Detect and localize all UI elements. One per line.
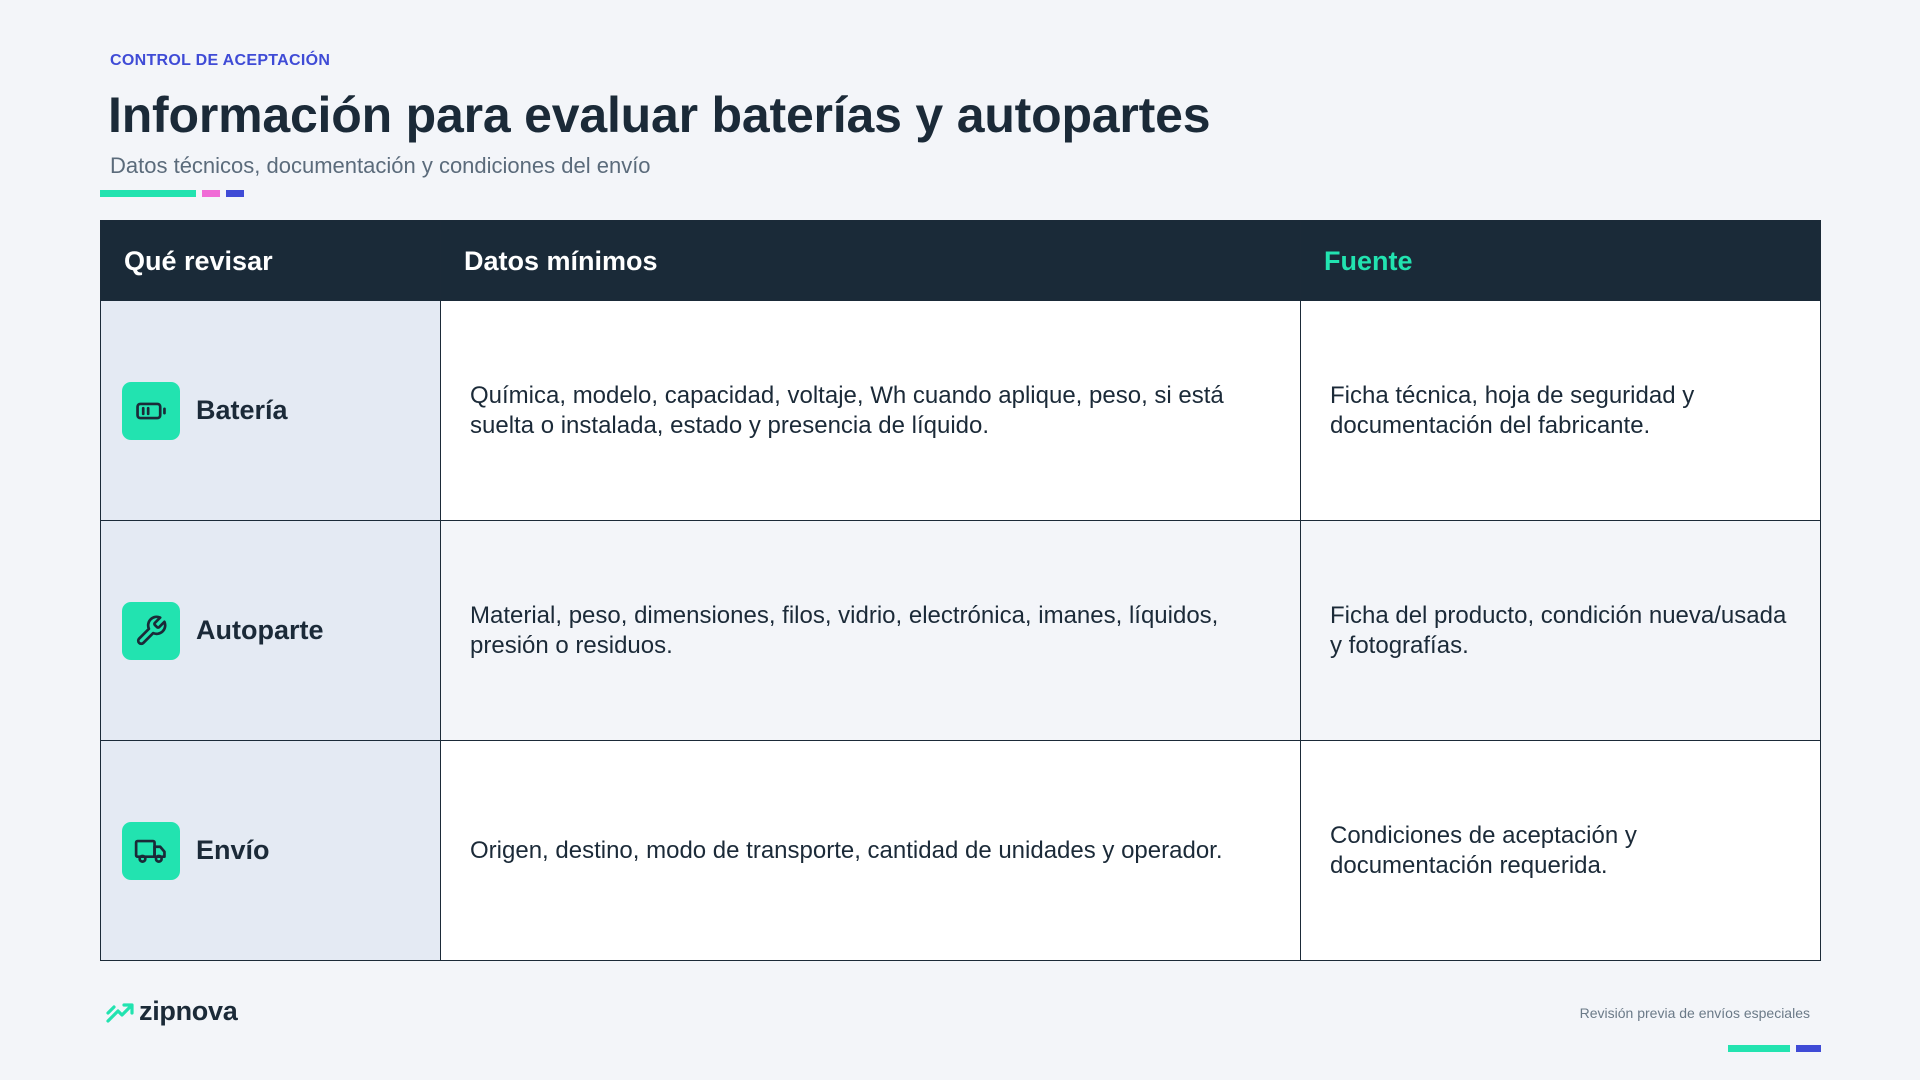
table-cell-data: Química, modelo, capacidad, voltaje, Wh cuando aplique, peso, si está suelta o instalada, estado y presencia de líquido. xyxy=(441,301,1301,521)
column-header-data: Datos mínimos xyxy=(441,221,1301,301)
table-row-item xyxy=(101,741,441,960)
logo-text: zipnova xyxy=(139,996,238,1026)
accent-bar-green xyxy=(100,190,196,197)
table-cell-data: Origen, destino, modo de transporte, cantidad de unidades y operador. xyxy=(441,741,1301,960)
evaluation-table xyxy=(100,220,1821,961)
page-subtitle: Datos técnicos, documentación y condiciones del envío xyxy=(110,153,651,178)
accent-bar-blue xyxy=(226,190,244,197)
item-label-autopart: Autoparte xyxy=(196,615,324,645)
zipnova-logo xyxy=(106,996,237,1027)
table-cell-data: Material, peso, dimensiones, filos, vidrio, electrónica, imanes, líquidos, presión o residuos. xyxy=(441,521,1301,741)
footer-bar-blue xyxy=(1796,1045,1821,1052)
wrench-icon xyxy=(122,602,180,660)
page-title: Información para evaluar baterías y autopartes xyxy=(108,87,1211,143)
eyebrow-label: CONTROL DE ACEPTACIÓN xyxy=(110,52,331,69)
truck-icon xyxy=(122,822,180,880)
table-row-item xyxy=(101,521,441,741)
item-label-shipment: Envío xyxy=(196,835,270,865)
logo-arrow-icon xyxy=(106,1001,134,1023)
footer-bar-green xyxy=(1728,1045,1790,1052)
table-cell-source: Ficha técnica, hoja de seguridad y documentación del fabricante. xyxy=(1301,301,1820,521)
table-cell-source: Condiciones de aceptación y documentación requerida. xyxy=(1330,821,1637,879)
table-row-item xyxy=(101,301,441,521)
table-cell-source: Ficha del producto, condición nueva/usada y fotografías. xyxy=(1301,521,1820,741)
battery-icon xyxy=(122,382,180,440)
footer-note: Revisión previa de envíos especiales xyxy=(1579,1005,1810,1021)
column-header-item: Qué revisar xyxy=(101,221,441,301)
accent-bar-pink xyxy=(202,190,220,197)
item-label-battery: Batería xyxy=(196,395,288,425)
column-header-source: Fuente xyxy=(1301,221,1820,301)
